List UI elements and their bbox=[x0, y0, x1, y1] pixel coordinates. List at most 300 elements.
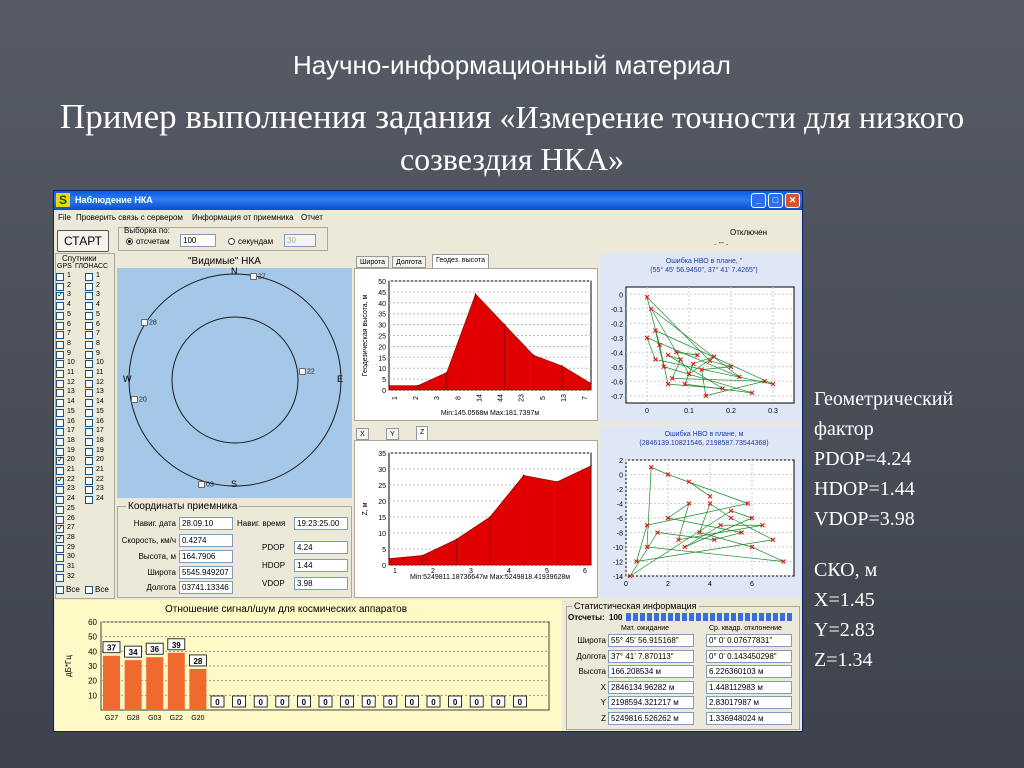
gps-sat-number: 18 bbox=[67, 436, 75, 444]
gps-sat-number: 16 bbox=[67, 417, 75, 425]
nav-date-label: Навиг. дата bbox=[133, 519, 176, 528]
gps-sat-number: 5 bbox=[67, 310, 71, 318]
app-icon: S bbox=[56, 193, 70, 207]
gps-sat-number: 7 bbox=[67, 330, 71, 338]
coords-title: Координаты приемника bbox=[128, 501, 238, 512]
gps-sat-checkbox[interactable] bbox=[56, 370, 64, 378]
x-axis-caption: Min:5249811.18736647м Max:5249818.41939628м bbox=[409, 574, 571, 581]
sky-south: S bbox=[231, 479, 238, 489]
glonass-sat-checkbox[interactable] bbox=[85, 331, 93, 339]
sko-label: СКО, м bbox=[814, 559, 878, 581]
sky-sat-03[interactable]: 03 bbox=[198, 481, 214, 488]
sky-inner-circle bbox=[172, 317, 298, 443]
glonass-sat-checkbox[interactable] bbox=[85, 496, 93, 504]
glonass-sat-checkbox[interactable] bbox=[85, 448, 93, 456]
height-chart-frame bbox=[354, 268, 598, 421]
progress-block bbox=[738, 613, 743, 621]
start-button[interactable]: СТАРТ bbox=[57, 230, 109, 252]
tab-x[interactable]: X bbox=[356, 428, 369, 440]
y-tick-label: -0.3 bbox=[610, 335, 623, 343]
gps-sat-checkbox[interactable] bbox=[56, 496, 64, 504]
snr-zero-label: 0 bbox=[301, 698, 307, 707]
tab-geodetic-height[interactable]: Геодез. высота bbox=[432, 254, 489, 268]
x-tick-label: 5 bbox=[539, 396, 547, 400]
glonass-sat-number: 16 bbox=[96, 417, 104, 425]
progress-block bbox=[668, 613, 673, 621]
speed-field: 0.4274 bbox=[179, 534, 233, 547]
tab-z[interactable]: Z bbox=[416, 426, 428, 440]
all-gps-checkbox[interactable] bbox=[56, 586, 64, 594]
snr-zero-label: 0 bbox=[258, 698, 263, 707]
glonass-sat-number: 19 bbox=[96, 446, 104, 454]
stats-row-std: 2.83017987 м bbox=[706, 696, 792, 709]
gps-sat-checkbox[interactable] bbox=[56, 574, 64, 582]
y-tick-label: -10 bbox=[612, 545, 623, 552]
snr-category-label: G20 bbox=[191, 715, 205, 722]
glonass-sat-checkbox[interactable] bbox=[85, 399, 93, 407]
gps-sat-number: 19 bbox=[67, 446, 75, 454]
hdop-label: HDOP bbox=[262, 561, 286, 570]
gps-sat-checkbox[interactable] bbox=[56, 331, 64, 339]
y-tick-label: 35 bbox=[378, 311, 386, 319]
progress-block bbox=[689, 613, 694, 621]
stats-row-std: 6.226360103 м bbox=[706, 665, 792, 678]
y-tick-label: 0 bbox=[382, 388, 386, 395]
z-chart-frame bbox=[354, 440, 598, 598]
snr-zero-label: 0 bbox=[452, 698, 458, 707]
y-tick-label: 50 bbox=[88, 632, 97, 642]
glonass-sat-number: 7 bbox=[96, 330, 100, 338]
vdop-label: VDOP bbox=[262, 579, 285, 588]
x-tick-label: 6 bbox=[583, 568, 587, 575]
progress-block bbox=[759, 613, 764, 621]
gps-sat-number: 10 bbox=[67, 359, 75, 367]
glonass-sat-checkbox[interactable] bbox=[85, 341, 93, 349]
glonass-sat-number: 6 bbox=[96, 320, 100, 328]
gps-sat-checkbox[interactable] bbox=[56, 428, 64, 436]
tab-y[interactable]: Y bbox=[386, 428, 399, 440]
sky-outer-circle bbox=[129, 274, 344, 486]
gps-sat-checkbox[interactable] bbox=[56, 535, 64, 543]
y-tick-label: 60 bbox=[88, 618, 97, 627]
gps-sat-number: 15 bbox=[67, 407, 75, 415]
glonass-sat-number: 10 bbox=[96, 359, 104, 367]
gps-sat-number: 24 bbox=[67, 495, 75, 503]
snr-zero-label: 0 bbox=[474, 698, 479, 707]
glonass-sat-number: 14 bbox=[96, 398, 104, 406]
glonass-sat-checkbox[interactable] bbox=[85, 370, 93, 378]
y-tick-label: 10 bbox=[378, 366, 386, 374]
glonass-sat-number: 12 bbox=[96, 378, 104, 386]
snr-zero-label: 0 bbox=[323, 698, 328, 707]
speed-label: Скорость, км/ч bbox=[121, 536, 176, 545]
gps-sat-number: 30 bbox=[67, 553, 75, 561]
progress-block bbox=[675, 613, 680, 621]
stats-row-label: Широта bbox=[577, 636, 606, 645]
all-glonass-label: Все bbox=[95, 585, 109, 594]
all-gps-label: Все bbox=[66, 585, 80, 594]
y-tick-label: 0 bbox=[619, 472, 623, 480]
stats-row-std: 0° 0' 0.143450298" bbox=[706, 650, 792, 663]
y-tick-label: 35 bbox=[378, 451, 386, 458]
selection-label: Выборка по: bbox=[124, 226, 170, 235]
glonass-sat-checkbox[interactable] bbox=[85, 302, 93, 310]
glonass-sat-checkbox[interactable] bbox=[85, 322, 93, 330]
progress-block bbox=[717, 613, 722, 621]
area-point bbox=[417, 385, 419, 387]
y-axis-label: Геодезическая высота, м bbox=[362, 294, 369, 377]
app-window bbox=[53, 190, 803, 732]
gps-sat-number: 4 bbox=[67, 301, 71, 309]
glonass-sat-checkbox[interactable] bbox=[85, 283, 93, 291]
gps-sat-checkbox[interactable] bbox=[56, 486, 64, 494]
glonass-sat-checkbox[interactable] bbox=[85, 457, 93, 465]
glonass-sat-checkbox[interactable] bbox=[85, 409, 93, 417]
height-field: 164.7906 bbox=[179, 550, 233, 563]
menu-check-connection[interactable]: Проверить связь с сервером bbox=[76, 213, 183, 222]
stats-row-mean: 37° 41' 7.870113" bbox=[608, 650, 694, 663]
y-tick-label: 15 bbox=[378, 515, 386, 522]
y-tick-label: 30 bbox=[378, 322, 386, 330]
sky-sat-22[interactable]: 22 bbox=[299, 368, 315, 375]
stats-count-value: 100 bbox=[609, 613, 623, 622]
gps-sat-checkbox[interactable] bbox=[56, 477, 64, 485]
scatter-subtitle: (55° 45' 56.9450", 37° 41' 7.4265") bbox=[650, 267, 758, 274]
sky-view bbox=[117, 268, 352, 498]
area-point bbox=[456, 539, 458, 541]
y-tick-label: -4 bbox=[616, 501, 623, 509]
y-tick-label: 40 bbox=[88, 647, 97, 657]
progress-block bbox=[773, 613, 778, 621]
x-tick-label: 7 bbox=[582, 396, 589, 400]
y-tick-label: 0 bbox=[619, 292, 623, 300]
menu-file[interactable]: File bbox=[58, 213, 71, 222]
x-tick-label: 6 bbox=[750, 581, 754, 588]
menu-receiver-info[interactable]: Информация от приемника bbox=[192, 213, 294, 222]
y-tick-label: 40 bbox=[378, 300, 386, 308]
gps-sat-number: 6 bbox=[67, 320, 71, 328]
snr-bar bbox=[189, 669, 206, 710]
snr-zero-label: 0 bbox=[236, 698, 242, 707]
hdop-field: 1.44 bbox=[294, 559, 348, 572]
y-tick-label: -0.1 bbox=[610, 306, 623, 314]
glonass-sat-number: 15 bbox=[96, 407, 104, 415]
gps-sat-number: 8 bbox=[67, 339, 71, 347]
gps-sat-number: 25 bbox=[67, 504, 75, 512]
gps-sat-number: 29 bbox=[67, 543, 75, 551]
snr-bar bbox=[168, 653, 185, 710]
height-label: Высота, м bbox=[138, 552, 176, 561]
progress-block bbox=[710, 613, 715, 621]
sky-sat-27[interactable]: 27 bbox=[250, 273, 266, 280]
x-tick-label: 0.2 bbox=[726, 408, 736, 415]
y-tick-label: 15 bbox=[378, 355, 386, 363]
area-point bbox=[590, 383, 592, 385]
nav-date-field: 28.09.10 bbox=[179, 517, 233, 530]
snr-value-label: 36 bbox=[150, 645, 160, 655]
scatter-title: Ошибка НВО в плане, " bbox=[665, 258, 743, 265]
gps-sat-number: 28 bbox=[67, 533, 75, 541]
glonass-sat-checkbox[interactable] bbox=[85, 380, 93, 388]
sko-z: Z=1.34 bbox=[814, 649, 873, 671]
area-point bbox=[590, 465, 592, 467]
y-tick-label: 20 bbox=[378, 499, 386, 506]
nav-time-field: 19:23:25.00 bbox=[294, 517, 348, 530]
gps-sat-number: 13 bbox=[67, 388, 75, 396]
lat-field: 5545.949207 bbox=[179, 566, 233, 579]
gps-sat-checkbox[interactable] bbox=[56, 380, 64, 388]
gps-sat-checkbox[interactable] bbox=[56, 419, 64, 427]
y-tick-label: 20 bbox=[378, 344, 386, 352]
glonass-sat-checkbox[interactable] bbox=[85, 351, 93, 359]
gps-sat-number: 23 bbox=[67, 485, 75, 493]
pdop-text: PDOP=4.24 bbox=[814, 448, 912, 470]
gps-sat-number: 20 bbox=[67, 456, 75, 464]
snr-zero-label: 0 bbox=[388, 698, 393, 707]
x-tick-label: 0 bbox=[645, 408, 649, 415]
height-chart bbox=[355, 269, 597, 420]
glonass-sat-checkbox[interactable] bbox=[85, 486, 93, 494]
glonass-sat-number: 11 bbox=[96, 369, 104, 376]
snr-value-label: 39 bbox=[171, 640, 181, 650]
menu-report[interactable]: Отчет bbox=[301, 213, 323, 222]
progress-block bbox=[640, 613, 645, 621]
stats-count-label: Отсчеты: bbox=[568, 613, 605, 622]
gps-sat-checkbox[interactable] bbox=[56, 409, 64, 417]
glonass-sat-number: 22 bbox=[96, 475, 104, 483]
error-deg-frame bbox=[600, 253, 802, 423]
glonass-sat-checkbox[interactable] bbox=[85, 419, 93, 427]
progress-block bbox=[703, 613, 708, 621]
stats-row-mean: 2846134.96282 м bbox=[608, 681, 694, 694]
x-tick-label: 5 bbox=[545, 568, 549, 575]
sky-north: N bbox=[231, 266, 238, 276]
stats-row-std: 1.336948024 м bbox=[706, 712, 792, 725]
slide-title bbox=[40, 96, 984, 180]
radio-by-seconds-label: секундам bbox=[238, 237, 274, 246]
snr-zero-label: 0 bbox=[344, 698, 350, 707]
gps-header: GPS bbox=[57, 263, 72, 270]
gps-sat-checkbox[interactable] bbox=[56, 273, 64, 281]
vdop-field: 3.98 bbox=[294, 577, 348, 590]
stats-row-label: Долгота bbox=[576, 651, 606, 661]
glonass-sat-checkbox[interactable] bbox=[85, 389, 93, 397]
close-button[interactable]: ✕ bbox=[785, 193, 800, 208]
stats-col-mean: Мат. ожидание bbox=[621, 625, 670, 632]
y-tick-label: 30 bbox=[88, 662, 97, 671]
pdop-field: 4.24 bbox=[294, 541, 348, 554]
x-tick-label: 0.3 bbox=[768, 408, 778, 415]
slide-subtitle: Научно-информационный материал bbox=[293, 50, 731, 80]
snr-zero-label: 0 bbox=[215, 698, 220, 707]
y-tick-label: 10 bbox=[88, 691, 97, 701]
nav-time-label: Навиг. время bbox=[237, 519, 286, 528]
glonass-sat-number: 5 bbox=[96, 310, 100, 318]
x-tick-label: 0 bbox=[624, 581, 628, 588]
y-tick-label: -0.4 bbox=[610, 350, 623, 358]
progress-block bbox=[766, 613, 771, 621]
progress-block bbox=[682, 613, 687, 621]
y-tick-label: 50 bbox=[378, 279, 386, 286]
tab-longitude[interactable]: Долгота bbox=[392, 256, 426, 268]
stats-row-mean: 5249816.526262 м bbox=[608, 712, 694, 725]
glonass-sat-checkbox[interactable] bbox=[85, 292, 93, 300]
glonass-sat-checkbox[interactable] bbox=[85, 360, 93, 368]
plot-area bbox=[626, 287, 794, 403]
snr-zero-label: 0 bbox=[496, 698, 501, 707]
y-tick-label: 5 bbox=[382, 377, 386, 385]
sko-x: X=1.45 bbox=[814, 589, 875, 611]
glonass-sat-number: 1 bbox=[96, 272, 100, 279]
radio-by-count-label: отсчетам bbox=[136, 237, 170, 246]
stats-progress bbox=[626, 613, 796, 622]
stats-title: Статистическая информация bbox=[574, 601, 697, 611]
x-tick-label: 2 bbox=[431, 568, 435, 575]
gps-sat-checkbox[interactable] bbox=[56, 389, 64, 397]
gps-sat-checkbox[interactable] bbox=[56, 292, 64, 300]
gps-sat-number: 26 bbox=[67, 514, 75, 522]
maximize-button[interactable]: □ bbox=[768, 193, 783, 208]
y-tick-label: -0.6 bbox=[610, 379, 623, 387]
gps-sat-number: 14 bbox=[67, 398, 75, 406]
x-tick-label: 4 bbox=[708, 581, 712, 588]
snr-bar bbox=[103, 656, 120, 710]
count-input[interactable]: 100 bbox=[180, 234, 216, 247]
lon-field: 03741.13346 bbox=[179, 581, 233, 594]
progress-block bbox=[626, 613, 631, 621]
stats-row-std: 1.448112983 м bbox=[706, 681, 792, 694]
gps-sat-checkbox[interactable] bbox=[56, 438, 64, 446]
glonass-sat-number: 3 bbox=[96, 291, 100, 299]
progress-block bbox=[780, 613, 785, 621]
minimize-button[interactable]: _ bbox=[751, 193, 766, 208]
glonass-sat-number: 24 bbox=[96, 495, 104, 503]
stats-row-label: X bbox=[600, 682, 606, 692]
progress-block bbox=[745, 613, 750, 621]
gps-sat-checkbox[interactable] bbox=[56, 351, 64, 359]
y-tick-label: 10 bbox=[378, 531, 386, 538]
x-tick-label: 44 bbox=[497, 394, 505, 402]
snr-bar bbox=[125, 660, 142, 710]
slide-title-main: Пример выполнения задания bbox=[59, 97, 492, 136]
y-tick-label: -14 bbox=[612, 574, 623, 581]
glonass-sat-number: 17 bbox=[96, 427, 104, 435]
geom-factor-label: Геометрический фактор bbox=[814, 388, 954, 440]
radio-by-seconds[interactable] bbox=[228, 238, 235, 245]
gps-sat-checkbox[interactable] bbox=[56, 564, 64, 572]
all-glonass-checkbox[interactable] bbox=[85, 586, 93, 594]
gps-sat-number: 3 bbox=[67, 291, 71, 299]
area-point bbox=[504, 324, 506, 326]
stats-row-mean: 2198594.321217 м bbox=[608, 696, 694, 709]
progress-block bbox=[633, 613, 638, 621]
radio-by-count[interactable] bbox=[126, 238, 133, 245]
glonass-sat-checkbox[interactable] bbox=[85, 467, 93, 475]
gps-sat-checkbox[interactable] bbox=[56, 341, 64, 349]
gps-sat-number: 32 bbox=[67, 572, 75, 580]
y-axis-label: дБ*Гц bbox=[64, 655, 73, 677]
y-axis-label: Z, м bbox=[362, 502, 369, 516]
stats-row-label: Y bbox=[600, 698, 606, 707]
gps-sat-checkbox[interactable] bbox=[56, 554, 64, 562]
snr-zero-label: 0 bbox=[280, 698, 285, 707]
gps-sat-checkbox[interactable] bbox=[56, 506, 64, 514]
z-chart bbox=[355, 441, 597, 597]
area-point bbox=[489, 516, 491, 518]
sky-sat-20[interactable]: 20 bbox=[131, 396, 147, 403]
stats-row-label: Z bbox=[601, 713, 606, 723]
stats-row-mean: 166.208534 м bbox=[608, 665, 694, 678]
sky-sat-28[interactable]: 28 bbox=[141, 319, 157, 326]
gps-sat-checkbox[interactable] bbox=[56, 322, 64, 330]
y-tick-label: -0.5 bbox=[610, 364, 623, 372]
glonass-sat-number: 13 bbox=[96, 388, 104, 396]
snr-value-label: 37 bbox=[107, 643, 116, 653]
gps-sat-number: 27 bbox=[67, 524, 75, 532]
y-tick-label: 2 bbox=[619, 458, 623, 465]
glonass-sat-checkbox[interactable] bbox=[85, 312, 93, 320]
progress-block bbox=[647, 613, 652, 621]
y-tick-label: -12 bbox=[612, 559, 623, 567]
gps-sat-checkbox[interactable] bbox=[56, 457, 64, 465]
area-point bbox=[523, 475, 525, 477]
glonass-sat-checkbox[interactable] bbox=[85, 438, 93, 446]
gps-sat-checkbox[interactable] bbox=[56, 399, 64, 407]
y-tick-label: 25 bbox=[378, 483, 386, 490]
y-tick-label: 5 bbox=[382, 547, 386, 554]
snr-panel bbox=[55, 600, 562, 732]
gps-sat-checkbox[interactable] bbox=[56, 312, 64, 320]
gps-sat-checkbox[interactable] bbox=[56, 302, 64, 310]
stats-col-std: Ср. квадр. отклонение bbox=[709, 625, 782, 632]
y-tick-label: -2 bbox=[616, 487, 623, 494]
glonass-sat-checkbox[interactable] bbox=[85, 477, 93, 485]
error-m-frame bbox=[600, 426, 802, 598]
gps-sat-checkbox[interactable] bbox=[56, 360, 64, 368]
status-dots: . -- . bbox=[714, 238, 729, 247]
x-tick-label: 1 bbox=[392, 396, 399, 400]
sky-west: W bbox=[123, 374, 132, 384]
gps-sat-number: 31 bbox=[67, 563, 75, 570]
glonass-header: ГЛОНАСС bbox=[75, 263, 109, 270]
x-tick-label: 2 bbox=[666, 581, 670, 588]
connection-status: Отключен bbox=[730, 228, 768, 237]
stats-row-label: Высота bbox=[578, 667, 606, 676]
progress-block bbox=[787, 613, 792, 621]
glonass-sat-checkbox[interactable] bbox=[85, 428, 93, 436]
snr-value-label: 28 bbox=[193, 656, 203, 666]
snr-category-label: G03 bbox=[148, 715, 162, 722]
area-point bbox=[475, 293, 477, 295]
progress-block bbox=[724, 613, 729, 621]
glonass-sat-number: 23 bbox=[96, 485, 104, 493]
gps-sat-checkbox[interactable] bbox=[56, 545, 64, 553]
gps-sat-number: 12 bbox=[67, 378, 75, 386]
progress-block bbox=[752, 613, 757, 621]
snr-category-label: G22 bbox=[169, 715, 183, 722]
tab-latitude[interactable]: Широта bbox=[356, 256, 389, 268]
y-tick-label: 20 bbox=[88, 676, 97, 686]
title-bar[interactable] bbox=[54, 191, 802, 210]
x-tick-label: 13 bbox=[560, 394, 568, 402]
seconds-input[interactable]: 30 bbox=[284, 234, 316, 247]
satellites-header: Спутники bbox=[62, 254, 97, 263]
error-m-chart bbox=[600, 426, 802, 598]
glonass-sat-checkbox[interactable] bbox=[85, 273, 93, 281]
x-tick-label: 2 bbox=[413, 396, 421, 400]
y-tick-label: -0.2 bbox=[610, 321, 623, 329]
glonass-sat-number: 21 bbox=[96, 466, 104, 473]
